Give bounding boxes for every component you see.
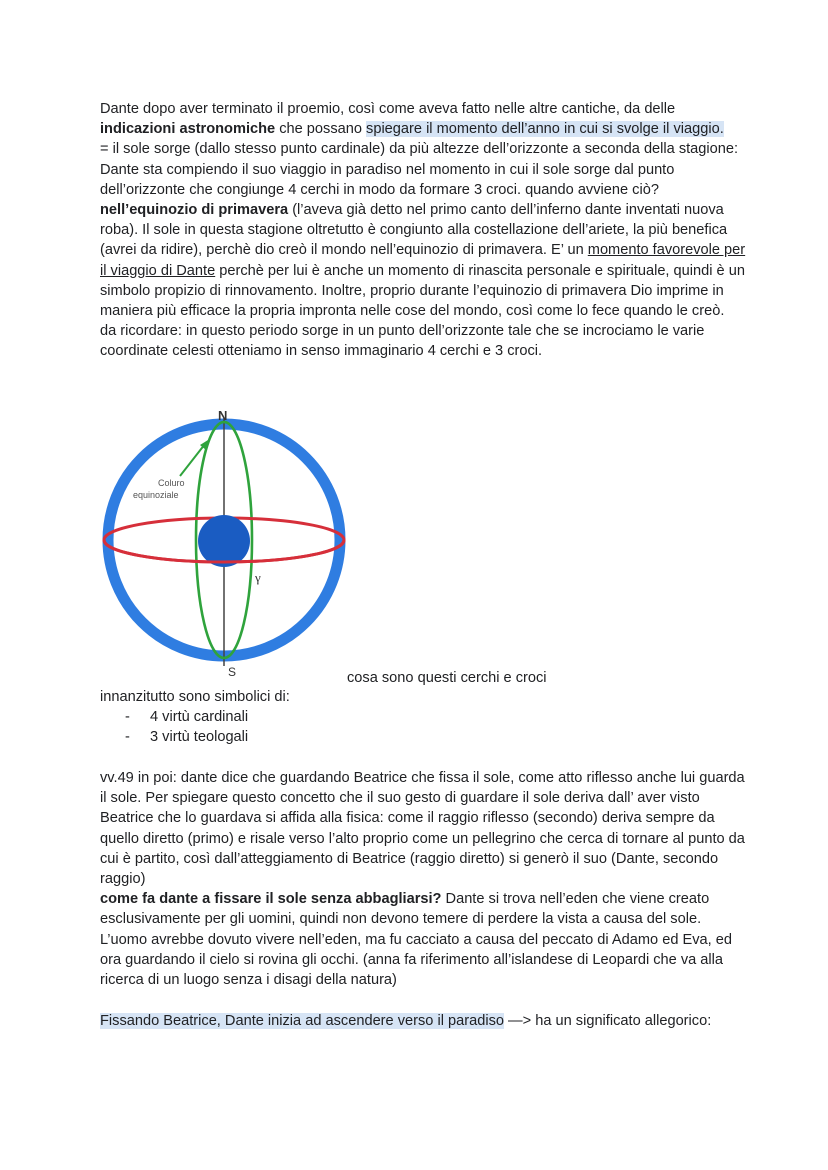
intro-paragraph-2 <box>100 139 750 321</box>
north-label: N <box>218 408 228 423</box>
bold-run: nell’equinozio di primavera <box>100 202 289 219</box>
sun-question-paragraph <box>100 889 750 990</box>
diagram-caption: cosa sono questi cerchi e croci <box>347 670 547 686</box>
text-run: Dante dopo aver terminato il proemio, così come aveva fatto nelle altre cantiche, da delle <box>100 101 676 117</box>
highlighted-run: spiegare il momento dell’anno in cui si svolge il viaggio. <box>366 121 724 138</box>
final-paragraph <box>100 1011 750 1031</box>
coluro-label-line2: equinoziale <box>133 490 179 500</box>
bold-run: indicazioni astronomiche <box>100 121 276 138</box>
list-item-text: 3 virtù teologali <box>150 729 249 746</box>
verses-paragraph: vv.49 in poi: dante dice che guardando Beatrice che fissa il sole, come atto riflesso anche lui guarda il sole. Per spiegare questo concetto che il suo gesto di guardare il sole deriva dall’ aver visto Beatrice che lo guardava si affida alla fisica: come il raggio riflesso (secondo) deriva sempre da quello diretto (primo) e risale verso l’alto proprio come un pellegrino che cerca di tornare al punto da cui è partito, così dall’atteggiamento di Beatrice (raggio diretto) si generò il suo (Dante, secondo raggio) <box>100 770 745 888</box>
text-run: Dante si trova nell’eden che viene creato esclusivamente per gli uomini, quindi non devono temere di perdere la vista a causa del sole. L’uomo avrebbe dovuto vivere nell’eden, ma fu cacciato a causa del peccato di Adamo ed Eva, ed ora guardando il cielo si rovina gli occhi. (anna fa riferimento all’islandese di Leopardi che va alla ricerca di un luogo senza i disagi della natura) <box>100 891 732 989</box>
celestial-sphere-diagram <box>100 404 350 678</box>
highlighted-run: Fissando Beatrice, Dante inizia ad ascendere verso il paradiso <box>100 1013 504 1029</box>
text-run: = il sole sorge (dallo stesso punto cardinale) da più altezze dell’orizzonte a seconda della stagione: Dante sta compiendo il suo viaggio in paradiso nel momento in cui il sole sorge dal punto dell’orizzonte che congiunge 4 cerchi in modo da formare 3 croci. quando avviene ciò? <box>100 141 739 198</box>
text-run: —> ha un significato allegorico: <box>503 1013 712 1029</box>
list-item <box>120 707 750 727</box>
earth <box>198 515 250 567</box>
gamma-label: γ <box>255 570 261 585</box>
intro-paragraph-3: da ricordare: in questo periodo sorge in un punto dell’orizzonte tale che se incrociamo le varie coordinate celesti otteniamo in senso immaginario 4 cerchi e 3 croci. <box>100 323 705 360</box>
coluro-label-line1: Coluro <box>158 478 185 488</box>
virtues-section <box>100 687 750 748</box>
list-intro: innanzitutto sono simbolici di: <box>100 689 290 705</box>
text-run: perchè per lui è anche un momento di rinascita personale e spirituale, quindi è un simbolo propizio di rinnovamento. Inoltre, proprio durante l’equinozio di primavera Dio imprime in maniera più efficace la propria impronta nelle cose del mondo, così come lo fece quando le creò. <box>100 262 745 320</box>
underlined-run: momento favorevole per il viaggio di Dante <box>100 242 746 279</box>
list-item <box>120 727 750 747</box>
south-label: S <box>228 665 237 678</box>
dash-bullet: - <box>125 709 130 726</box>
dash-bullet: - <box>125 729 130 746</box>
bold-run: come fa dante a fissare il sole senza abbagliarsi? <box>100 891 442 908</box>
intro-section <box>100 99 750 362</box>
virtues-list <box>100 707 750 747</box>
final-section <box>100 1011 750 1031</box>
intro-paragraph-1 <box>100 99 750 139</box>
list-item-text: 4 virtù cardinali <box>150 709 249 726</box>
text-run: che possano <box>275 121 367 138</box>
text-run: (l’aveva già detto nel primo canto dell’inferno dante inventati nuova roba). Il sole in questa stagione oltretutto è congiunto alla costellazione dell’ariete, la più benefica (avrei da ridire), perchè dio creò il mondo nell’equinozio di primavera. E’ un <box>100 202 728 259</box>
verses-section <box>100 768 750 990</box>
